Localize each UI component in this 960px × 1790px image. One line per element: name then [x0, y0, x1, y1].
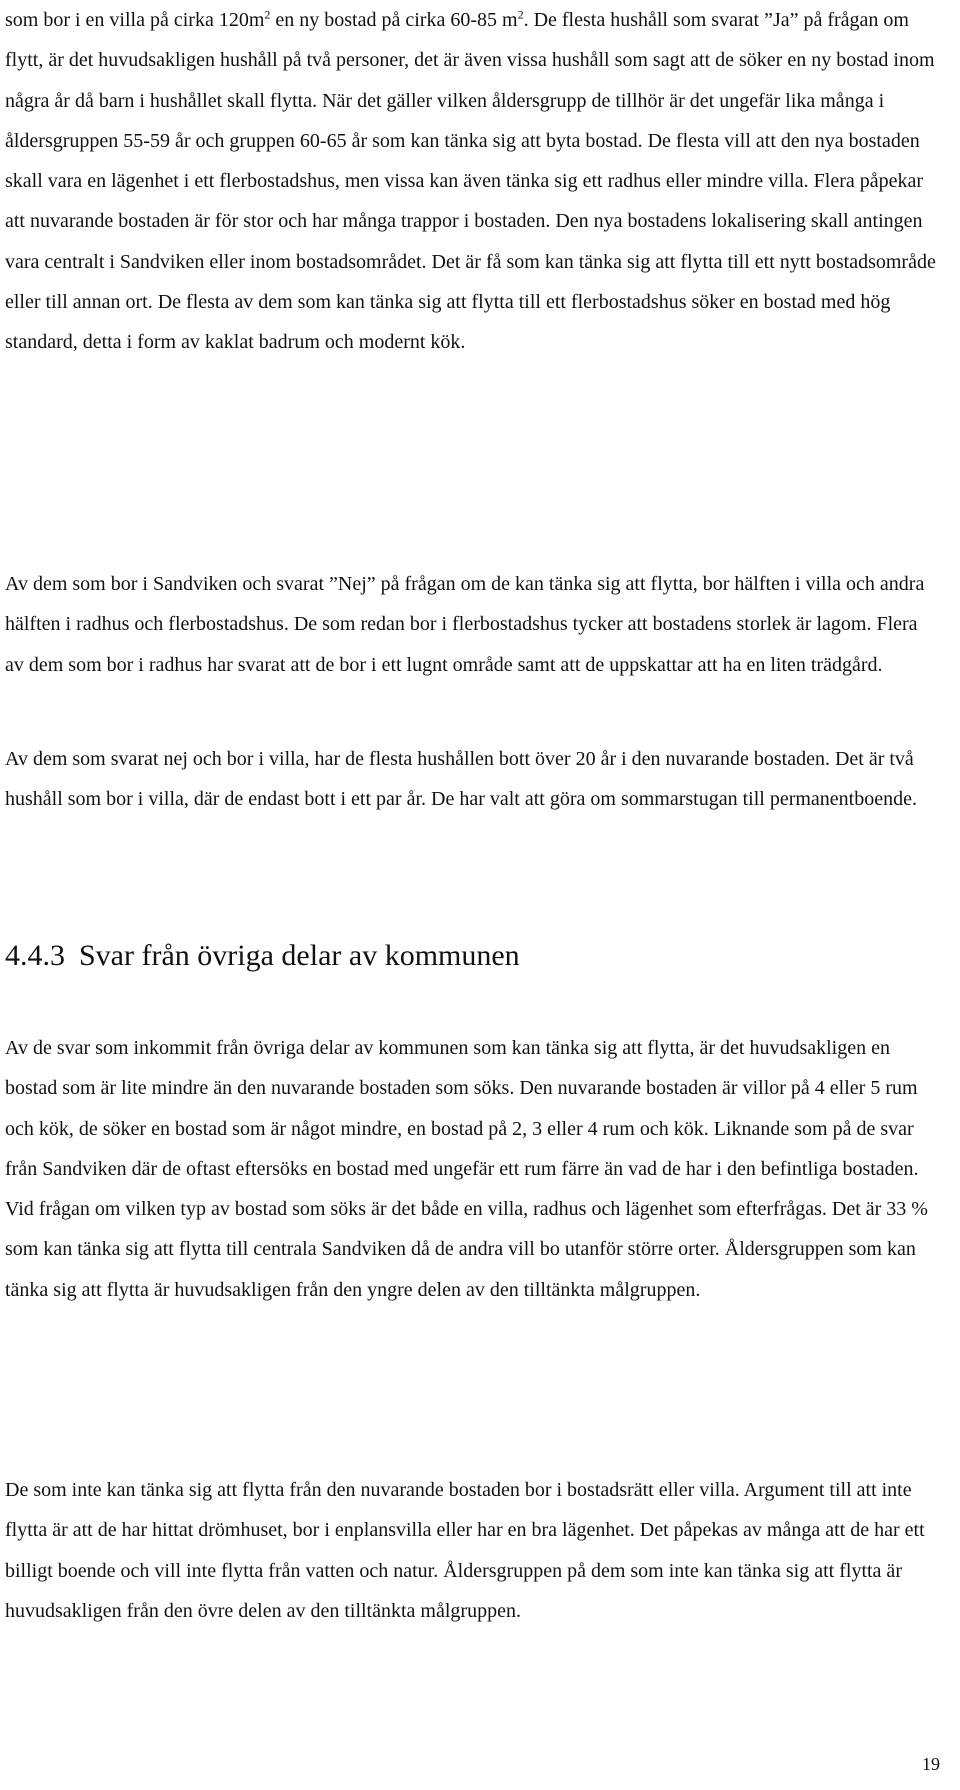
section-title: Svar från övriga delar av kommunen — [79, 939, 520, 972]
body-paragraph-5: De som inte kan tänka sig att flytta från den nuvarande bostaden bor i bostadsrätt eller villa. Argument till att inte flytta är att de har hittat drömhuset, bor i enplansvilla eller har en bra lägenhet. Det påpekas av många att de har ett billigt boende och vill inte flytta från vatten och natur. Åldersgruppen på dem som inte kan tänka sig att flytta är huvudsakligen från den övre delen av den tilltänkta målgruppen. — [5, 1479, 925, 1622]
body-paragraph-3: Av dem som svarat nej och bor i villa, har de flesta hushållen bott över 20 år i den nuvarande bostaden. Det är två hushåll som bor i villa, där de endast bott i ett par år. De har valt att göra om sommarstugan till permanentboende. — [5, 748, 917, 811]
superscript-squared: 2 — [264, 7, 271, 22]
paragraph-1-lead: som bor i en villa på cirka 120m — [5, 9, 265, 31]
section-heading — [5, 936, 520, 976]
page-number: 19 — [922, 1754, 940, 1774]
body-paragraph-2: Av dem som bor i Sandviken och svarat ”Nej” på frågan om de kan tänka sig att flytta, bor hälften i villa och andra hälften i radhus och flerbostadshus. De som redan bor i flerbostadshus tycker att bostadens storlek är lagom. Flera av dem som bor i radhus har svarat att de bor i ett lugnt område samt att de uppskattar att ha en liten trädgård. — [5, 573, 925, 676]
paragraph-1-rest: . De flesta hushåll som svarat ”Ja” på frågan om flytt, är det huvudsakligen hushåll på två personer, det är även vissa hushåll som sagt att de söker en ny bostad inom några år då barn i hushållet skall flytta. När det gäller vilken åldersgrupp de tillhör är det ungefär lika många i åldersgruppen 55-59 år och gruppen 60-65 år som kan tänka sig att byta bostad. De flesta vill att den nya bostaden skall vara en lägenhet i ett flerbostadshus, men vissa kan även tänka sig ett radhus eller mindre villa. Flera påpekar att nuvarande bostaden är för stor och har många trappor i bostaden. Den nya bostadens lokalisering skall antingen vara centralt i Sandviken eller inom bostadsområdet. Det är få som kan tänka sig att flytta till ett nytt bostadsområde eller till annan ort. De flesta av dem som kan tänka sig att flytta till ett flerbostadshus söker en bostad med hög standard, detta i form av kaklat badrum och modernt kök. — [5, 9, 936, 354]
body-paragraph-4: Av de svar som inkommit från övriga delar av kommunen som kan tänka sig att flytta, är det huvudsakligen en bostad som är lite mindre än den nuvarande bostaden som söks. Den nuvarande bostaden är villor på 4 eller 5 rum och kök, de söker en bostad som är något mindre, en bostad på 2, 3 eller 4 rum och kök. Liknande som på de svar från Sandviken där de oftast eftersöks en bostad med ungefär ett rum färre än vad de har i den befintliga bostaden. Vid frågan om vilken typ av bostad som söks är det både en villa, radhus och lägenhet som efterfrågas. Det är 33 % som kan tänka sig att flytta till centrala Sandviken då de andra vill bo utanför större orter. Åldersgruppen som kan tänka sig att flytta är huvudsakligen från den yngre delen av den tilltänkta målgruppen. — [5, 1037, 928, 1301]
paragraph-1-mid: en ny bostad på cirka 60-85 m — [270, 9, 518, 31]
body-paragraph-1 — [5, 0, 940, 363]
section-number: 4.4.3 — [5, 939, 65, 972]
superscript-squared: 2 — [517, 7, 524, 22]
